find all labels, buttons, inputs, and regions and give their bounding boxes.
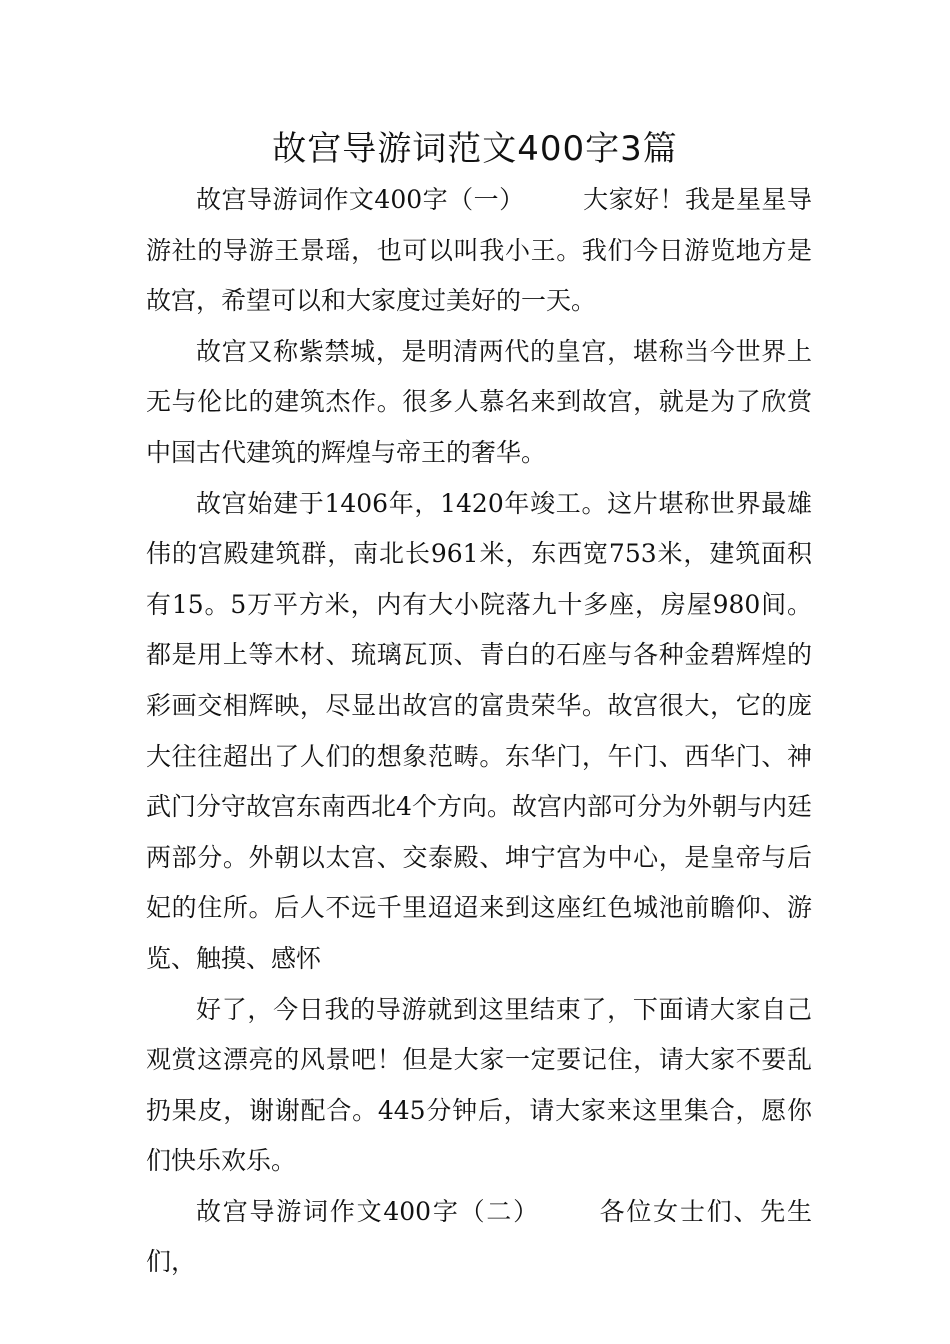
document-body	[146, 175, 812, 1288]
document-title: 故宫导游词范文400字3篇	[272, 129, 678, 169]
section-1-heading: 故宫导游词作文400字（一）	[196, 185, 525, 214]
section-2-intro-paragraph	[146, 1187, 812, 1288]
paragraph-history-architecture: 故宫始建于1406年，1420年竣工。这片堪称世界最雄伟的宫殿建筑群，南北长961米，东西宽753米，建筑面积有15。5万平方米，内有大小院落九十多座，房屋980间。都是用上等木材、琉璃瓦顶、青白的石座与各种金碧辉煌的彩画交相辉映，尽显出故宫的富贵荣华。故宫很大，它的庞大往往超出了人们的想象范畴。东华门，午门、西华门、神武门分守故宫东南西北4个方向。故宫内部可分为外朝与内廷两部分。外朝以太宫、交泰殿、坤宁宫为中心，是皇帝与后妃的住所。后人不远千里迢迢来到这座红色城池前瞻仰、游览、触摸、感怀	[146, 488, 812, 973]
section-2-heading: 故宫导游词作文400字（二）	[196, 1196, 540, 1226]
section-1-intro: 大家好！我是星星导游社的导游王景瑶，也可以叫我小王。我们今日游览地方是故宫，希望可以和大家度过美好的一天。	[146, 185, 812, 316]
section-1-intro-paragraph	[146, 175, 812, 327]
section-2-intro: 各位女士们、先生们，	[146, 1196, 812, 1277]
paragraph-forbidden-city-intro: 故宫又称紫禁城，是明清两代的皇宫，堪称当今世界上无与伦比的建筑杰作。很多人慕名来到故宫，就是为了欣赏中国古代建筑的辉煌与帝王的奢华。	[146, 336, 812, 467]
paragraph-closing: 好了，今日我的导游就到这里结束了，下面请大家自己观赏这漂亮的风景吧！但是大家一定要记住，请大家不要乱扔果皮，谢谢配合。445分钟后，请大家来这里集合，愿你们快乐欢乐。	[146, 994, 812, 1176]
